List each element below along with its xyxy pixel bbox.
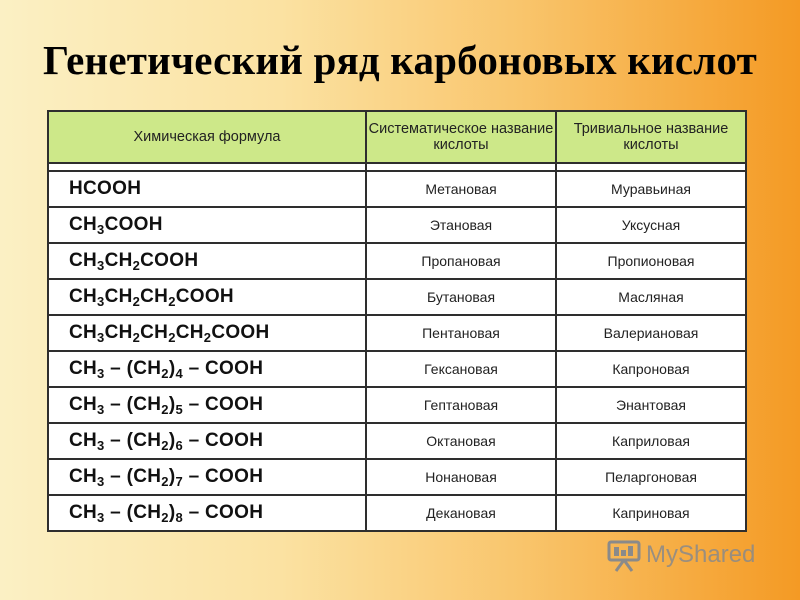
formula-text: COOH (211, 322, 270, 343)
acids-table-container (47, 110, 745, 530)
formula-cell (48, 459, 366, 495)
formula-subscript: 8 (175, 510, 183, 525)
formula-text: – (CH (104, 466, 162, 487)
formula-text: – COOH (182, 466, 264, 487)
trivial-name-cell: Энантовая (556, 387, 746, 423)
systematic-name-cell: Пропановая (366, 243, 556, 279)
formula-text: ) (168, 430, 176, 451)
table-row (48, 351, 746, 387)
formula-text: – COOH (182, 502, 264, 523)
formula-cell (48, 423, 366, 459)
watermark-text: MyShared (646, 541, 756, 568)
formula-text: COOH (175, 286, 234, 307)
acids-table-body (48, 171, 746, 531)
formula-subscript: 4 (175, 366, 183, 381)
formula-text: CH (69, 358, 98, 379)
formula-cell (48, 207, 366, 243)
formula-cell (48, 243, 366, 279)
formula-subscript: 3 (97, 438, 105, 453)
header-systematic-name: Систематическое название кислоты (366, 111, 556, 163)
formula-subscript: 5 (175, 402, 183, 417)
formula-subscript: 2 (132, 330, 141, 345)
formula-subscript: 2 (168, 294, 176, 309)
formula-text: – COOH (182, 358, 264, 379)
formula-subscript: 3 (97, 402, 105, 417)
formula-subscript: 3 (97, 222, 105, 237)
table-row (48, 207, 746, 243)
table-row (48, 279, 746, 315)
formula-text: CH (104, 322, 133, 343)
formula-subscript: 3 (97, 294, 105, 309)
formula-subscript: 2 (161, 438, 169, 453)
formula-text: – COOH (182, 394, 264, 415)
slide-title: Генетический ряд карбоновых кислот (43, 37, 757, 83)
systematic-name-cell: Пентановая (366, 315, 556, 351)
header-trivial-name: Тривиальное название кислоты (556, 111, 746, 163)
formula-subscript: 2 (161, 366, 169, 381)
presentation-board-icon (606, 538, 642, 572)
formula-text: CH (69, 286, 98, 307)
trivial-name-cell: Пеларгоновая (556, 459, 746, 495)
formula-text: CH (69, 250, 98, 271)
trivial-name-cell: Муравьиная (556, 171, 746, 207)
formula-text: ) (168, 394, 176, 415)
formula-text: CH (69, 502, 98, 523)
table-row (48, 243, 746, 279)
formula-text: CH (69, 430, 98, 451)
table-row (48, 423, 746, 459)
formula-text: CH (104, 286, 133, 307)
systematic-name-cell: Октановая (366, 423, 556, 459)
spacer-cell (48, 163, 366, 171)
formula-text: COOH (140, 250, 199, 271)
formula-text: – (CH (104, 358, 162, 379)
formula-text: – (CH (104, 394, 162, 415)
formula-text: CH (140, 286, 169, 307)
formula-subscript: 6 (175, 438, 183, 453)
systematic-name-cell: Декановая (366, 495, 556, 531)
formula-text: ) (168, 466, 176, 487)
trivial-name-cell: Валериановая (556, 315, 746, 351)
formula-cell (48, 315, 366, 351)
acids-table (47, 110, 747, 532)
header-formula: Химическая формула (48, 111, 366, 163)
formula-text: CH (69, 394, 98, 415)
spacer-cell (366, 163, 556, 171)
systematic-name-cell: Гексановая (366, 351, 556, 387)
systematic-name-cell: Гептановая (366, 387, 556, 423)
formula-text: ) (168, 358, 176, 379)
formula-text: – (CH (104, 430, 162, 451)
formula-subscript: 2 (168, 330, 176, 345)
formula-cell (48, 171, 366, 207)
table-header-row (48, 111, 746, 163)
formula-text: CH (140, 322, 169, 343)
formula-text: CH (69, 466, 98, 487)
trivial-name-cell: Пропионовая (556, 243, 746, 279)
formula-text: – (CH (104, 502, 162, 523)
formula-text: – COOH (182, 430, 264, 451)
table-row (48, 495, 746, 531)
trivial-name-cell: Каприловая (556, 423, 746, 459)
formula-subscript: 7 (175, 474, 183, 489)
formula-subscript: 3 (97, 510, 105, 525)
formula-subscript: 3 (97, 330, 105, 345)
table-row (48, 459, 746, 495)
formula-subscript: 2 (161, 474, 169, 489)
formula-text: CH (175, 322, 204, 343)
formula-text: CH (104, 250, 133, 271)
formula-cell (48, 351, 366, 387)
formula-text: ) (168, 502, 176, 523)
formula-text: HCOOH (69, 178, 142, 199)
systematic-name-cell: Этановая (366, 207, 556, 243)
formula-subscript: 2 (203, 330, 212, 345)
systematic-name-cell: Нонановая (366, 459, 556, 495)
table-row (48, 171, 746, 207)
formula-cell (48, 495, 366, 531)
formula-text: CH (69, 214, 98, 235)
formula-text: COOH (104, 214, 163, 235)
formula-subscript: 3 (97, 366, 105, 381)
formula-subscript: 2 (132, 294, 141, 309)
systematic-name-cell: Бутановая (366, 279, 556, 315)
formula-cell (48, 279, 366, 315)
formula-cell (48, 387, 366, 423)
trivial-name-cell: Масляная (556, 279, 746, 315)
systematic-name-cell: Метановая (366, 171, 556, 207)
header-spacer-row (48, 163, 746, 171)
watermark (606, 538, 755, 572)
spacer-cell (556, 163, 746, 171)
formula-subscript: 2 (161, 510, 169, 525)
table-row (48, 387, 746, 423)
formula-text: CH (69, 322, 98, 343)
formula-subscript: 3 (97, 258, 105, 273)
formula-subscript: 2 (132, 258, 141, 273)
formula-subscript: 3 (97, 474, 105, 489)
formula-subscript: 2 (161, 402, 169, 417)
trivial-name-cell: Каприновая (556, 495, 746, 531)
trivial-name-cell: Уксусная (556, 207, 746, 243)
table-row (48, 315, 746, 351)
trivial-name-cell: Капроновая (556, 351, 746, 387)
